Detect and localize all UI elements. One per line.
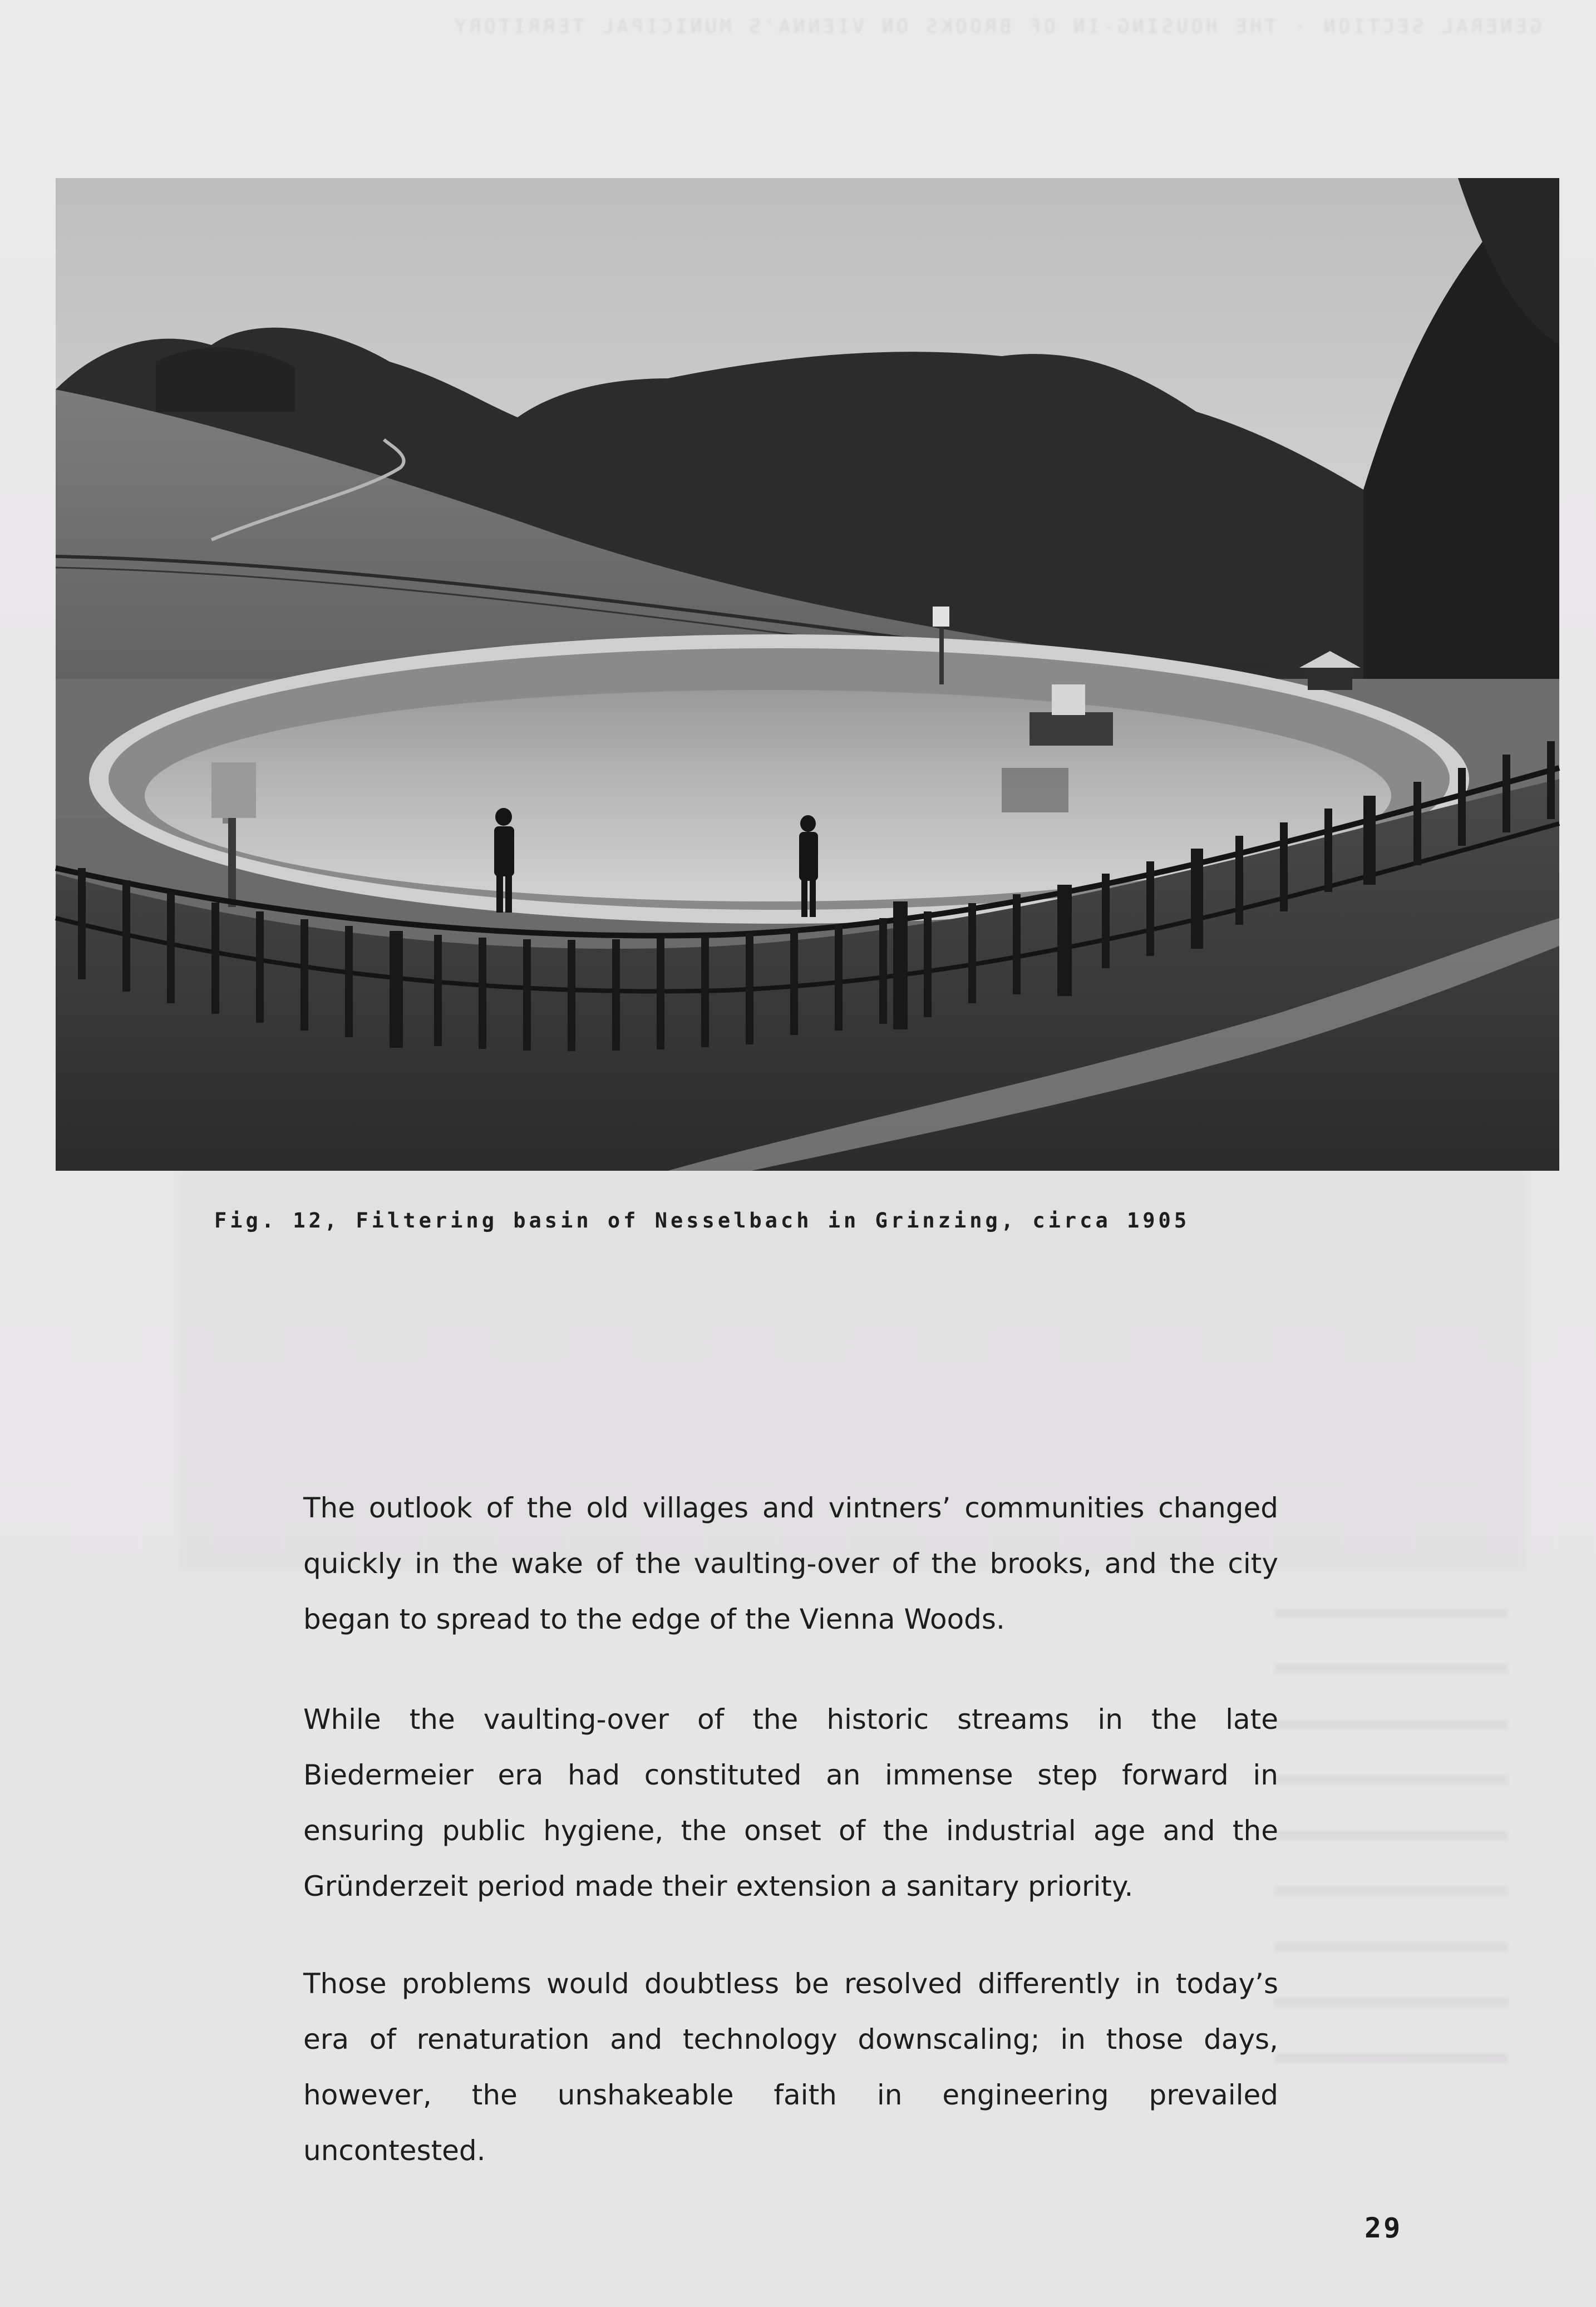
figure-caption: Fig. 12, Filtering basin of Nesselbach in Grinzing, circa 1905 bbox=[214, 1209, 1190, 1233]
paragraph-1: The outlook of the old villages and vintners’ communities changed quickly in the wake of the vaulting-over of the brooks, and the city began to spread to the edge of the Vienna Woods. bbox=[303, 1492, 1278, 1635]
paragraph-2: While the vaulting-over of the historic streams in the late Biedermeier era had constituted an immense step forward in ensuring public hygiene, the onset of the industrial age and the Gründerzeit period made their extension a sanitary priority. bbox=[303, 1703, 1278, 1902]
paragraph-3: Those problems would doubtless be resolved differently in today’s era of renaturation and technology downscaling; in those days, however, the unshakeable faith in engineering prevailed uncontested. bbox=[303, 1968, 1278, 2167]
reverse-page-text-showthrough bbox=[1274, 1608, 1508, 2109]
historical-photograph bbox=[56, 178, 1559, 1171]
page-number: 29 bbox=[1365, 2212, 1403, 2244]
reverse-page-running-head-showthrough: GENERAL SECTION · THE HOUSING-IN OF BROOKS ON VIENNA'S MUNICIPAL TERRITORY bbox=[451, 16, 1541, 38]
